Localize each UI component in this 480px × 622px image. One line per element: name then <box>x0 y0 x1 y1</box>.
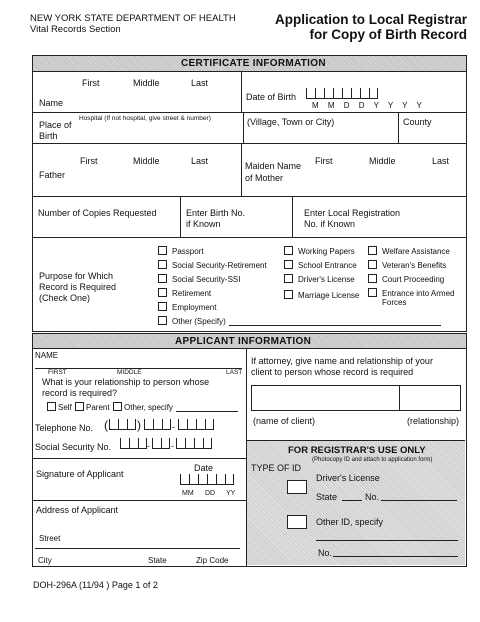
copies-requested-label: Number of Copies Requested <box>38 208 157 218</box>
registrar-no2-label: No. <box>318 548 333 558</box>
registrar-title: FOR REGISTRAR'S USE ONLY <box>288 445 426 456</box>
dob-input[interactable] <box>306 88 378 99</box>
purpose-working-papers-label: Working Papers <box>298 247 355 256</box>
street-label: Street <box>39 534 61 543</box>
relationship-other-checkbox[interactable] <box>113 402 122 411</box>
purpose-ss-ssi-checkbox[interactable] <box>158 274 167 283</box>
applicant-section-title: APPLICANT INFORMATION <box>175 336 312 347</box>
father-last-label: Last <box>191 156 209 166</box>
place-of-birth-label-1: Place of <box>39 120 72 130</box>
purpose-ss-retirement-checkbox[interactable] <box>158 260 167 269</box>
purpose-veterans-checkbox[interactable] <box>368 260 377 269</box>
telephone-line[interactable] <box>178 419 214 430</box>
purpose-other-label: Other (Specify) <box>172 317 226 326</box>
applicant-first-label: FIRST <box>48 369 67 376</box>
purpose-label-2: Record is Required <box>39 282 117 292</box>
mother-first-label: First <box>315 156 333 166</box>
county-label: County <box>403 117 432 127</box>
registrar-no-label: No. <box>365 492 380 502</box>
name-last-label: Last <box>191 78 209 88</box>
relationship-parent-label: Parent <box>86 403 110 412</box>
relationship-self-checkbox[interactable] <box>47 402 56 411</box>
form-id: DOH-296A (11/94 ) Page 1 of 2 <box>33 580 158 590</box>
dob-label: Date of Birth <box>246 92 297 102</box>
relationship-question-2: record is required? <box>42 388 118 398</box>
purpose-marriage-license-checkbox[interactable] <box>284 290 293 299</box>
purpose-retirement-checkbox[interactable] <box>158 288 167 297</box>
address-label: Address of Applicant <box>36 505 119 515</box>
city-label: City <box>38 556 52 565</box>
certificate-section-title: CERTIFICATE INFORMATION <box>181 58 326 69</box>
other-id-label: Other ID, specify <box>316 517 384 527</box>
telephone-prefix[interactable] <box>144 419 171 430</box>
ssn-part2[interactable] <box>152 438 170 449</box>
relationship-other-field[interactable] <box>176 411 238 412</box>
client-name-label: (name of client) <box>253 416 316 426</box>
signature-date-input[interactable] <box>180 474 234 485</box>
type-of-id-label: TYPE OF ID <box>251 463 302 473</box>
purpose-armed-forces-label-1: Entrance into Armed <box>382 289 455 298</box>
birth-no-label-2: if Known <box>186 219 221 229</box>
local-reg-label-2: No. if Known <box>304 219 356 229</box>
registrar-state-label: State <box>316 492 338 502</box>
child-name-label: Name <box>39 98 64 108</box>
purpose-ss-retirement-label: Social Security-Retirement <box>172 261 267 270</box>
purpose-school-entrance-label: School Entrance <box>298 261 357 270</box>
ssn-part1[interactable] <box>120 438 147 449</box>
purpose-working-papers-checkbox[interactable] <box>284 246 293 255</box>
registrar-state-field[interactable] <box>342 500 362 501</box>
purpose-drivers-license-label: Driver's License <box>298 275 355 284</box>
applicant-last-label: LAST <box>226 369 243 376</box>
date-label: Date <box>194 463 214 473</box>
purpose-ss-ssi-label: Social Security-SSI <box>172 275 241 284</box>
purpose-label-1: Purpose for Which <box>39 271 114 281</box>
purpose-armed-forces-checkbox[interactable] <box>368 288 377 297</box>
signature-label: Signature of Applicant <box>36 469 124 479</box>
purpose-court-checkbox[interactable] <box>368 274 377 283</box>
purpose-employment-checkbox[interactable] <box>158 302 167 311</box>
maiden-name-label-1: Maiden Name <box>245 161 302 171</box>
telephone-paren-open: ( <box>104 418 108 432</box>
applicant-middle-label: MIDDLE <box>117 369 142 376</box>
attorney-client-box[interactable] <box>251 385 461 411</box>
drivers-license-label: Driver's License <box>316 473 380 483</box>
street-field[interactable] <box>35 548 240 549</box>
purpose-drivers-license-checkbox[interactable] <box>284 274 293 283</box>
ssn-dash-2: - <box>171 441 174 451</box>
section-name: Vital Records Section <box>30 24 121 35</box>
ssn-dash-1: - <box>147 441 150 451</box>
mother-last-label: Last <box>432 156 450 166</box>
maiden-name-label-2: of Mother <box>245 173 284 183</box>
ssn-label: Social Security No. <box>35 442 112 452</box>
mother-middle-label: Middle <box>369 156 396 166</box>
photocopy-note: (Photocopy ID and attach to application form) <box>312 457 433 463</box>
relationship-parent-checkbox[interactable] <box>75 402 84 411</box>
purpose-court-label: Court Proceeding <box>382 275 445 284</box>
purpose-employment-label: Employment <box>172 303 217 312</box>
date-dd-label: DD <box>205 490 216 497</box>
telephone-label: Telephone No. <box>35 423 94 433</box>
telephone-area-code[interactable] <box>109 419 136 430</box>
date-yy-label: YY <box>226 490 236 497</box>
ssn-part3[interactable] <box>176 438 212 449</box>
purpose-passport-checkbox[interactable] <box>158 246 167 255</box>
agency-name: NEW YORK STATE DEPARTMENT OF HEALTH <box>30 13 236 24</box>
other-id-field[interactable] <box>316 540 458 541</box>
relationship-other-label: Other, specify <box>124 403 173 412</box>
purpose-other-field[interactable] <box>229 325 441 326</box>
date-mm-label: MM <box>182 490 194 497</box>
name-middle-label: Middle <box>133 78 160 88</box>
registrar-license-no-field[interactable] <box>381 500 457 501</box>
drivers-license-checkbox[interactable] <box>287 480 307 494</box>
attorney-instruction-2: client to person whose record is required <box>251 367 414 377</box>
other-id-checkbox[interactable] <box>287 515 307 529</box>
relationship-self-label: Self <box>58 403 72 412</box>
place-of-birth-label-2: Birth <box>39 131 58 141</box>
zip-label: Zip Code <box>196 556 229 565</box>
purpose-label-3: (Check One) <box>39 293 91 303</box>
purpose-passport-label: Passport <box>172 247 204 256</box>
village-town-city-hint: (Village, Town or City) <box>247 117 335 127</box>
other-id-no-field[interactable] <box>333 556 458 557</box>
state-label: State <box>148 556 167 565</box>
father-label: Father <box>39 170 66 180</box>
name-first-label: First <box>82 78 100 88</box>
hospital-hint: Hospital (If not hospital, give street & number) <box>79 115 211 122</box>
purpose-armed-forces-label-2: Forces <box>382 298 407 307</box>
relationship-question-1: What is your relationship to person whose <box>42 377 210 387</box>
attorney-instruction-1: If attorney, give name and relationship of your <box>251 356 433 366</box>
telephone-dash: - <box>172 422 175 432</box>
purpose-marriage-license-label: Marriage License <box>298 291 360 300</box>
purpose-retirement-label: Retirement <box>172 289 212 298</box>
purpose-welfare-label: Welfare Assistance <box>382 247 450 256</box>
birth-no-label-1: Enter Birth No. <box>186 208 246 218</box>
father-middle-label: Middle <box>133 156 160 166</box>
telephone-paren-close: ) <box>137 418 141 432</box>
client-relationship-label: (relationship) <box>407 416 460 426</box>
purpose-other-checkbox[interactable] <box>158 316 167 325</box>
dob-format-hint: M M D D Y Y Y Y <box>312 101 426 110</box>
applicant-name-label: NAME <box>35 351 59 360</box>
local-reg-label-1: Enter Local Registration <box>304 208 401 218</box>
form-title-line2: for Copy of Birth Record <box>309 27 467 42</box>
purpose-school-entrance-checkbox[interactable] <box>284 260 293 269</box>
form-title-line1: Application to Local Registrar <box>274 12 467 27</box>
purpose-welfare-checkbox[interactable] <box>368 246 377 255</box>
purpose-veterans-label: Veteran's Benefits <box>382 261 447 270</box>
father-first-label: First <box>80 156 98 166</box>
